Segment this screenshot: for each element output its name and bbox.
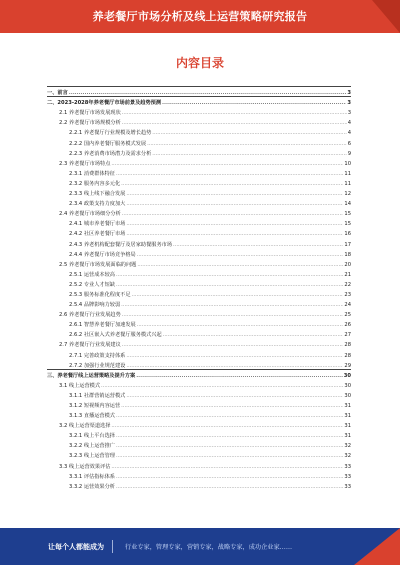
toc-leader-dots: [111, 464, 343, 470]
toc-entry-page: 9: [347, 150, 351, 157]
toc-leader-dots: [126, 353, 343, 359]
toc-entry-text: 2.6 养老餐厅行业发展趋势: [59, 312, 121, 319]
toc-entry-page: 6: [347, 140, 351, 147]
toc-entry-text: 2.3.2 服务内容多元化: [69, 180, 121, 187]
toc-entry-text: 2.7.1 完善政策支持体系: [69, 352, 126, 359]
toc-entry-page: 33: [344, 483, 351, 490]
toc-leader-dots: [111, 161, 343, 167]
toc-leader-dots: [122, 211, 344, 217]
toc-entry[interactable]: [47, 207, 351, 217]
toc-leader-dots: [126, 191, 343, 197]
toc-entry-text: 2.6.1 智慧养老餐厅加速发展: [69, 322, 136, 329]
toc-entry-page: 29: [344, 362, 351, 369]
toc-entry[interactable]: [47, 167, 351, 177]
toc-leader-dots: [152, 130, 346, 136]
toc-leader-dots: [126, 363, 343, 369]
toc-entry-page: 25: [344, 312, 351, 319]
toc-entry-text: 3.2.2 线上运营推广: [69, 443, 115, 450]
toc-entry-text: 2.7.2 加强行业规范建设: [69, 362, 126, 369]
toc-leader-dots: [111, 423, 343, 429]
toc-leader-dots: [147, 141, 347, 147]
toc-leader-dots: [116, 433, 343, 439]
toc-entry-text: 3.2.3 线上运营管理: [69, 453, 115, 460]
toc-entry-page: 14: [344, 201, 351, 208]
toc-entry-text: 2.7 养老餐厅行业发展建议: [59, 342, 121, 349]
footer-banner: [0, 528, 400, 565]
toc-entry-text: 2.3 养老餐厅市场特点: [59, 160, 111, 167]
toc-entry-page: 27: [344, 332, 351, 339]
toc-leader-dots: [116, 443, 343, 449]
toc-entry[interactable]: [47, 328, 351, 338]
toc-entry-text: 2.4 养老餐厅市场细分分析: [59, 211, 121, 218]
toc-entry-text: 3.3 线上运营效果评估: [59, 463, 111, 470]
toc-entry-text: 2.3.3 线上线下融合发展: [69, 191, 126, 198]
toc-entry[interactable]: [47, 177, 351, 187]
toc-entry[interactable]: [47, 359, 351, 369]
toc-entry-page: 31: [344, 403, 351, 409]
toc-entry-page: 11: [344, 180, 351, 187]
toc-entry-text: 3.2.1 线上平台选择: [69, 433, 115, 440]
toc-entry-text: 2.4.4 养老餐厅市场竞争格局: [69, 251, 136, 258]
toc-entry-text: 2.2.3 养老消费市场潜力及需求分析: [69, 150, 152, 157]
toc-entry-text: 2.5.3 服务标准化程度不足: [69, 291, 131, 298]
toc-entry-page: 26: [344, 322, 351, 329]
toc-entry-page: 4: [347, 120, 351, 127]
toc-entry-text: 3.1.1 社群营销运营模式: [69, 392, 126, 399]
toc-heading: 内容目录: [175, 56, 224, 70]
toc-entry[interactable]: [47, 86, 351, 96]
toc-entry-page: 28: [344, 352, 351, 359]
toc-entry-page: 11: [344, 170, 351, 177]
toc-leader-dots: [116, 282, 343, 288]
toc-entry-text: 2.3.4 政策支持力度加大: [69, 201, 126, 208]
toc-entry-page: 12: [344, 191, 351, 198]
toc-leader-dots: [116, 272, 343, 278]
toc-leader-dots: [122, 312, 344, 318]
toc-entry-page: 31: [344, 423, 351, 430]
toc-entry[interactable]: [47, 439, 351, 449]
toc-leader-dots: [136, 373, 343, 379]
toc-leader-dots: [121, 302, 343, 308]
toc-entry-text: 2.3.1 消费群体特征: [69, 170, 115, 177]
toc-leader-dots: [137, 252, 344, 258]
toc-entry[interactable]: [47, 278, 351, 288]
toc-entry[interactable]: [47, 338, 351, 348]
toc-entry[interactable]: [47, 258, 351, 268]
toc-leader-dots: [121, 403, 343, 409]
toc-entry[interactable]: [47, 126, 351, 136]
toc-entry[interactable]: [47, 318, 351, 328]
toc-entry[interactable]: [47, 429, 351, 439]
toc-leader-dots: [126, 393, 343, 399]
toc-entry-page: 30: [344, 382, 351, 389]
toc-entry-page: 10: [344, 160, 351, 167]
toc-entry-text: 2.5.4 品牌影响力较弱: [69, 302, 121, 309]
toc-entry-page: 24: [344, 302, 351, 309]
toc-leader-dots: [163, 332, 344, 338]
footer-tagline: 行业专家，管理专家，营销专家，战略专家，成功企业家……: [125, 544, 293, 551]
toc-entry[interactable]: [47, 136, 351, 146]
toc-entry[interactable]: [47, 116, 351, 126]
toc-entry-page: 15: [344, 221, 351, 228]
toc-leader-dots: [116, 453, 343, 459]
toc-entry-page: 30: [344, 392, 351, 399]
toc-entry-page: 32: [344, 443, 351, 450]
toc-entry[interactable]: [47, 157, 351, 167]
toc-leader-dots: [173, 242, 343, 248]
toc-leader-dots: [116, 413, 343, 419]
toc-entry-text: 2.4.3 养老机构配套餐厅及居家助餐服务市场: [69, 241, 173, 248]
toc-leader-dots: [126, 231, 343, 237]
toc-entry-page: 18: [344, 251, 351, 258]
toc-entry[interactable]: [47, 459, 351, 469]
toc-entry-text: 一、前言: [47, 90, 68, 97]
toc-entry-text: 3.1.2 短视频内容运营: [69, 403, 121, 409]
footer-slogan: 让每个人都能成为: [48, 543, 104, 551]
toc-entry-text: 2.5.1 运营成本较高: [69, 271, 115, 278]
toc-entry[interactable]: [47, 248, 351, 258]
toc-entry-text: 三、养老餐厅线上运营策略及提升方案: [47, 372, 136, 379]
toc-leader-dots: [126, 221, 343, 227]
toc-entry-text: 3.2 线上运营渠道选择: [59, 423, 111, 430]
footer-corner-decoration: [354, 528, 400, 565]
toc-entry-page: 17: [344, 241, 351, 248]
toc-entry-text: 二、2023-2028年养老餐厅市场前景及趋势预测: [47, 100, 162, 107]
toc-entry-page: 31: [344, 413, 351, 420]
toc-entry[interactable]: [47, 268, 351, 278]
toc-leader-dots: [122, 342, 344, 348]
toc-entry-text: 2.1 养老餐厅市场发展现状: [59, 110, 121, 117]
toc-entry-text: 2.6.2 社区嵌入式养老餐厅服务模式兴起: [69, 332, 162, 339]
toc-entry[interactable]: [47, 147, 351, 157]
toc-entry[interactable]: [47, 197, 351, 207]
toc-entry[interactable]: [47, 237, 351, 247]
toc-entry-page: 22: [344, 281, 351, 288]
toc-leader-dots: [162, 100, 346, 106]
toc-entry-page: 15: [344, 211, 351, 218]
toc-entry-text: 3.1.3 直播运营模式: [69, 413, 115, 420]
toc-entry-text: 2.5.2 专业人才短缺: [69, 281, 115, 288]
toc-entry-page: 23: [344, 291, 351, 298]
toc-entry[interactable]: [47, 449, 351, 459]
toc-entry-text: 3.3.2 运营效果分析: [69, 483, 115, 490]
toc-entry[interactable]: [47, 96, 351, 106]
toc-entry[interactable]: [47, 288, 351, 298]
toc-entry-text: 2.4.1 城市养老餐厅市场: [69, 221, 126, 228]
header-corner-decoration: [372, 0, 400, 33]
toc-entry-text: 2.2.2 国内养老餐厅服务模式发展: [69, 140, 147, 147]
toc-entry[interactable]: [47, 399, 351, 409]
toc-entry-text: 3.3.1 评估指标体系: [69, 473, 115, 480]
toc-entry-page: 4: [347, 130, 351, 137]
toc-entry[interactable]: [47, 369, 351, 379]
toc-leader-dots: [116, 171, 343, 177]
toc-entry[interactable]: [47, 187, 351, 197]
toc-entry[interactable]: [47, 480, 351, 490]
toc-entry-page: 3: [347, 90, 351, 97]
toc-leader-dots: [69, 90, 347, 96]
toc-entry[interactable]: [47, 419, 351, 429]
toc-leader-dots: [152, 151, 346, 157]
toc-entry-text: 2.2 养老餐厅市场规模分析: [59, 120, 121, 127]
toc-leader-dots: [101, 383, 343, 389]
toc-entry-page: 21: [344, 271, 351, 278]
toc-entry[interactable]: [47, 217, 351, 227]
toc-leader-dots: [126, 201, 343, 207]
toc-entry-page: 33: [344, 473, 351, 480]
toc-entry-page: 16: [344, 231, 351, 238]
toc-leader-dots: [137, 262, 343, 268]
toc-entry-text: 2.4.2 社区养老餐厅市场: [69, 231, 126, 238]
toc-entry[interactable]: [47, 298, 351, 308]
toc-entry[interactable]: [47, 308, 351, 318]
toc-entry-page: 20: [344, 261, 351, 268]
toc-entry-page: 3: [347, 110, 351, 117]
toc-entry-page: 33: [344, 463, 351, 470]
toc-entry[interactable]: [47, 409, 351, 419]
toc-entry[interactable]: [47, 379, 351, 389]
toc-entry[interactable]: [47, 106, 351, 116]
toc-leader-dots: [121, 181, 343, 187]
footer-divider: [112, 540, 113, 553]
toc-leader-dots: [122, 110, 347, 116]
toc-entry-text: 2.5 养老餐厅市场发展面临的问题: [59, 261, 137, 268]
toc-leader-dots: [116, 474, 343, 480]
toc-entry[interactable]: [47, 227, 351, 237]
toc-entry-text: 3.1 线上运营模式: [59, 382, 101, 389]
toc-leader-dots: [116, 484, 343, 490]
toc-entry[interactable]: [47, 348, 351, 358]
toc-entry-page: 3: [347, 100, 351, 107]
toc-entry-text: 2.2.1 养老餐厅行业规模及增长趋势: [69, 130, 152, 137]
toc-leader-dots: [122, 120, 347, 126]
report-title: 养老餐厅市场分析及线上运营策略研究报告: [92, 10, 308, 23]
toc-entry-page: 28: [344, 342, 351, 349]
toc-entry[interactable]: [47, 389, 351, 399]
toc-entry-page: 31: [344, 433, 351, 440]
table-of-contents: [47, 86, 351, 490]
header-banner: [0, 0, 400, 33]
toc-entry[interactable]: [47, 470, 351, 480]
toc-leader-dots: [132, 292, 344, 298]
toc-entry-page: 30: [343, 372, 351, 379]
toc-entry-page: 32: [344, 453, 351, 460]
toc-leader-dots: [137, 322, 344, 328]
